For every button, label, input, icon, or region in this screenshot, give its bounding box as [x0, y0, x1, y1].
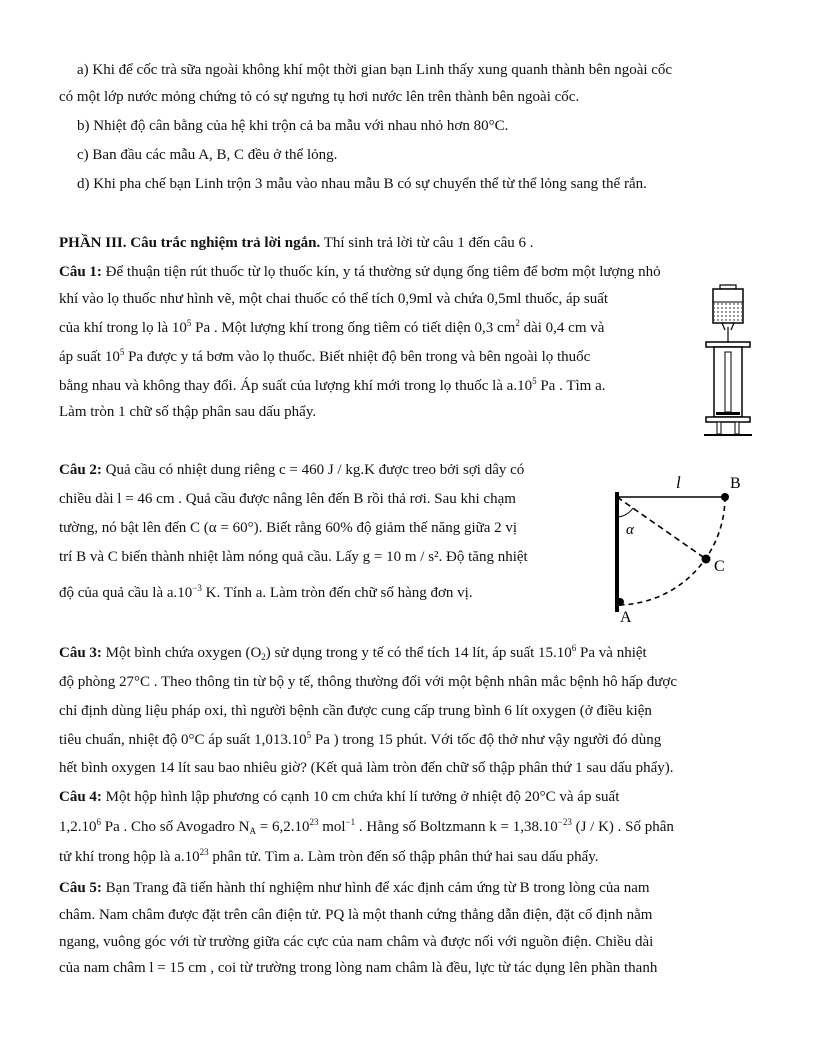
q2-line-2: chiều dài l = 46 cm . Quả cầu được nâng lên đến B rồi thả rơi. Sau khi chạm	[59, 491, 516, 507]
q3-line-4: tiêu chuẩn, nhiệt độ 0°C áp suất 1,013.10$^5$ Pa ) trong 15 phút. Với tốc độ thở như vậy người đó dùng	[59, 730, 662, 748]
q2-label: Câu 2:	[59, 462, 102, 478]
q2-line-4: trí B và C biến thành nhiệt làm nóng quả cầu. Lấy g = 10 m / s². Độ tăng nhiệt	[59, 549, 528, 565]
q4-line-2: 1,2.10$^6$ Pa . Cho số Avogadro $N_A = 6,2.10^{23}$ mol$^{-1}$ . Hằng số Boltzmann $k = 1,38.10^{-23}$ (J / K) . Số phân	[59, 817, 674, 836]
q1-line-4: áp suất $10^5$ Pa được y tá bơm vào lọ thuốc. Biết nhiệt độ bên trong và bên ngoài lọ thuốc	[59, 347, 591, 365]
q2-line-1: Câu 2: Quả cầu có nhiệt dung riêng c = 460 J / kg.K được treo bởi sợi dây có	[59, 462, 525, 478]
q2-line-3: tường, nó bật lên đến C (α = 60°). Biết rằng 60% độ giảm thế năng giữa 2 vị	[59, 520, 518, 536]
fig-label-C: C	[714, 558, 725, 575]
fig-label-l: l	[676, 473, 681, 492]
q4-line-1: Câu 4: Một hộp hình lập phương có cạnh 10 cm chứa khí lí tưởng ở nhiệt độ 20°C và áp suất	[59, 789, 620, 805]
pendulum-figure	[606, 470, 756, 624]
q1-label: Câu 1:	[59, 264, 102, 280]
fig-label-B: B	[730, 475, 741, 492]
q1-line-6: Làm tròn 1 chữ số thập phân sau dấu phẩy.	[59, 404, 317, 420]
part3-line	[59, 233, 533, 253]
item-c: c) Ban đầu các mẫu A, B, C đều ở thể lỏng.	[77, 147, 338, 163]
q3-label: Câu 3:	[59, 645, 102, 661]
q3-line-2: độ phòng 27°C . Theo thông tin từ bộ y tế, thông thường đối với một bệnh nhân mắc bệnh hô hấp được	[59, 674, 678, 690]
q3-line-5: hết bình oxygen 14 lít sau bao nhiêu giờ? (Kết quả làm tròn đến chữ số thập phân thứ 1 sau dấu phẩy).	[59, 760, 674, 776]
q3-line-3: chỉ định dùng liệu pháp oxi, thì người bệnh cần được cung cấp trung bình 6 lít oxygen (ở điều kiện	[59, 703, 652, 719]
syringe-vial-figure	[700, 282, 756, 438]
q2-line-5: độ của quả cầu là $a.10^{-3}$ K. Tính a. Làm tròn đến chữ số hàng đơn vị.	[59, 583, 473, 601]
q5-label: Câu 5:	[59, 880, 102, 896]
q5-line-4: của nam châm l = 15 cm , coi từ trường trong lòng nam châm là đều, lực từ tác dụng lên phần thanh	[59, 960, 658, 976]
part3-heading: PHẦN III. Câu trắc nghiệm trả lời ngắn.	[59, 235, 321, 251]
q4-label: Câu 4:	[59, 789, 102, 805]
item-a-line-1: a) Khi để cốc trà sữa ngoài không khí một thời gian bạn Linh thấy xung quanh thành bên ngoài cốc	[77, 62, 673, 78]
fig-label-A: A	[620, 609, 632, 624]
q1-line-3: của khí trong lọ là $10^5$ Pa . Một lượng khí trong ống tiêm có tiết diện 0,3 $cm^2$ dài 0,4 cm và	[59, 318, 605, 336]
q5-line-2: châm. Nam châm được đặt trên cân điện tử. PQ là một thanh cứng thẳng dẫn điện, đặt cố định nằm	[59, 907, 653, 923]
q4-line-3: tử khí trong hộp là $a.10^{23}$ phân tử. Tìm a. Làm tròn đến số thập phân thứ hai sau dấu phẩy.	[59, 847, 599, 865]
part3-instruction: Thí sinh trả lời từ câu 1 đến câu 6 .	[323, 235, 534, 251]
q3-line-1: Câu 3: Một bình chứa oxygen $(O_2)$ sử dụng trong y tế có thể tích 14 lít, áp suất 15.10$^6$ Pa và nhiệt	[59, 643, 647, 662]
q1-line-1: Câu 1: Để thuận tiện rút thuốc từ lọ thuốc kín, y tá thường sử dụng ống tiêm để bơm một lượng nhỏ	[59, 264, 661, 280]
q1-line-2: khí vào lọ thuốc như hình vẽ, một chai thuốc có thể tích 0,9ml và chứa 0,5ml thuốc, áp suất	[59, 291, 609, 307]
q1-line-5: bằng nhau và không thay đổi. Áp suất của lượng khí mới trong lọ thuốc là $a.10^5$ Pa . Tìm a.	[59, 376, 606, 394]
q5-line-3: ngang, vuông góc với từ trường giữa các cực của nam châm và được nối với nguồn điện. Chiều dài	[59, 934, 654, 950]
item-d: d) Khi pha chế bạn Linh trộn 3 mẫu vào nhau mẫu B có sự chuyển thể từ thể lỏng sang thể rắn.	[77, 176, 647, 192]
item-b: b) Nhiệt độ cân bằng của hệ khi trộn cả ba mẫu với nhau nhỏ hơn 80°C.	[77, 118, 509, 134]
q5-line-1: Câu 5: Bạn Trang đã tiến hành thí nghiệm như hình để xác định cảm ứng từ B trong lòng của nam	[59, 880, 650, 896]
item-a-line-2: có một lớp nước mỏng chứng tỏ có sự ngưng tụ hơi nước lên trên thành bên ngoài cốc.	[59, 89, 580, 105]
fig-label-alpha: α	[626, 522, 634, 538]
